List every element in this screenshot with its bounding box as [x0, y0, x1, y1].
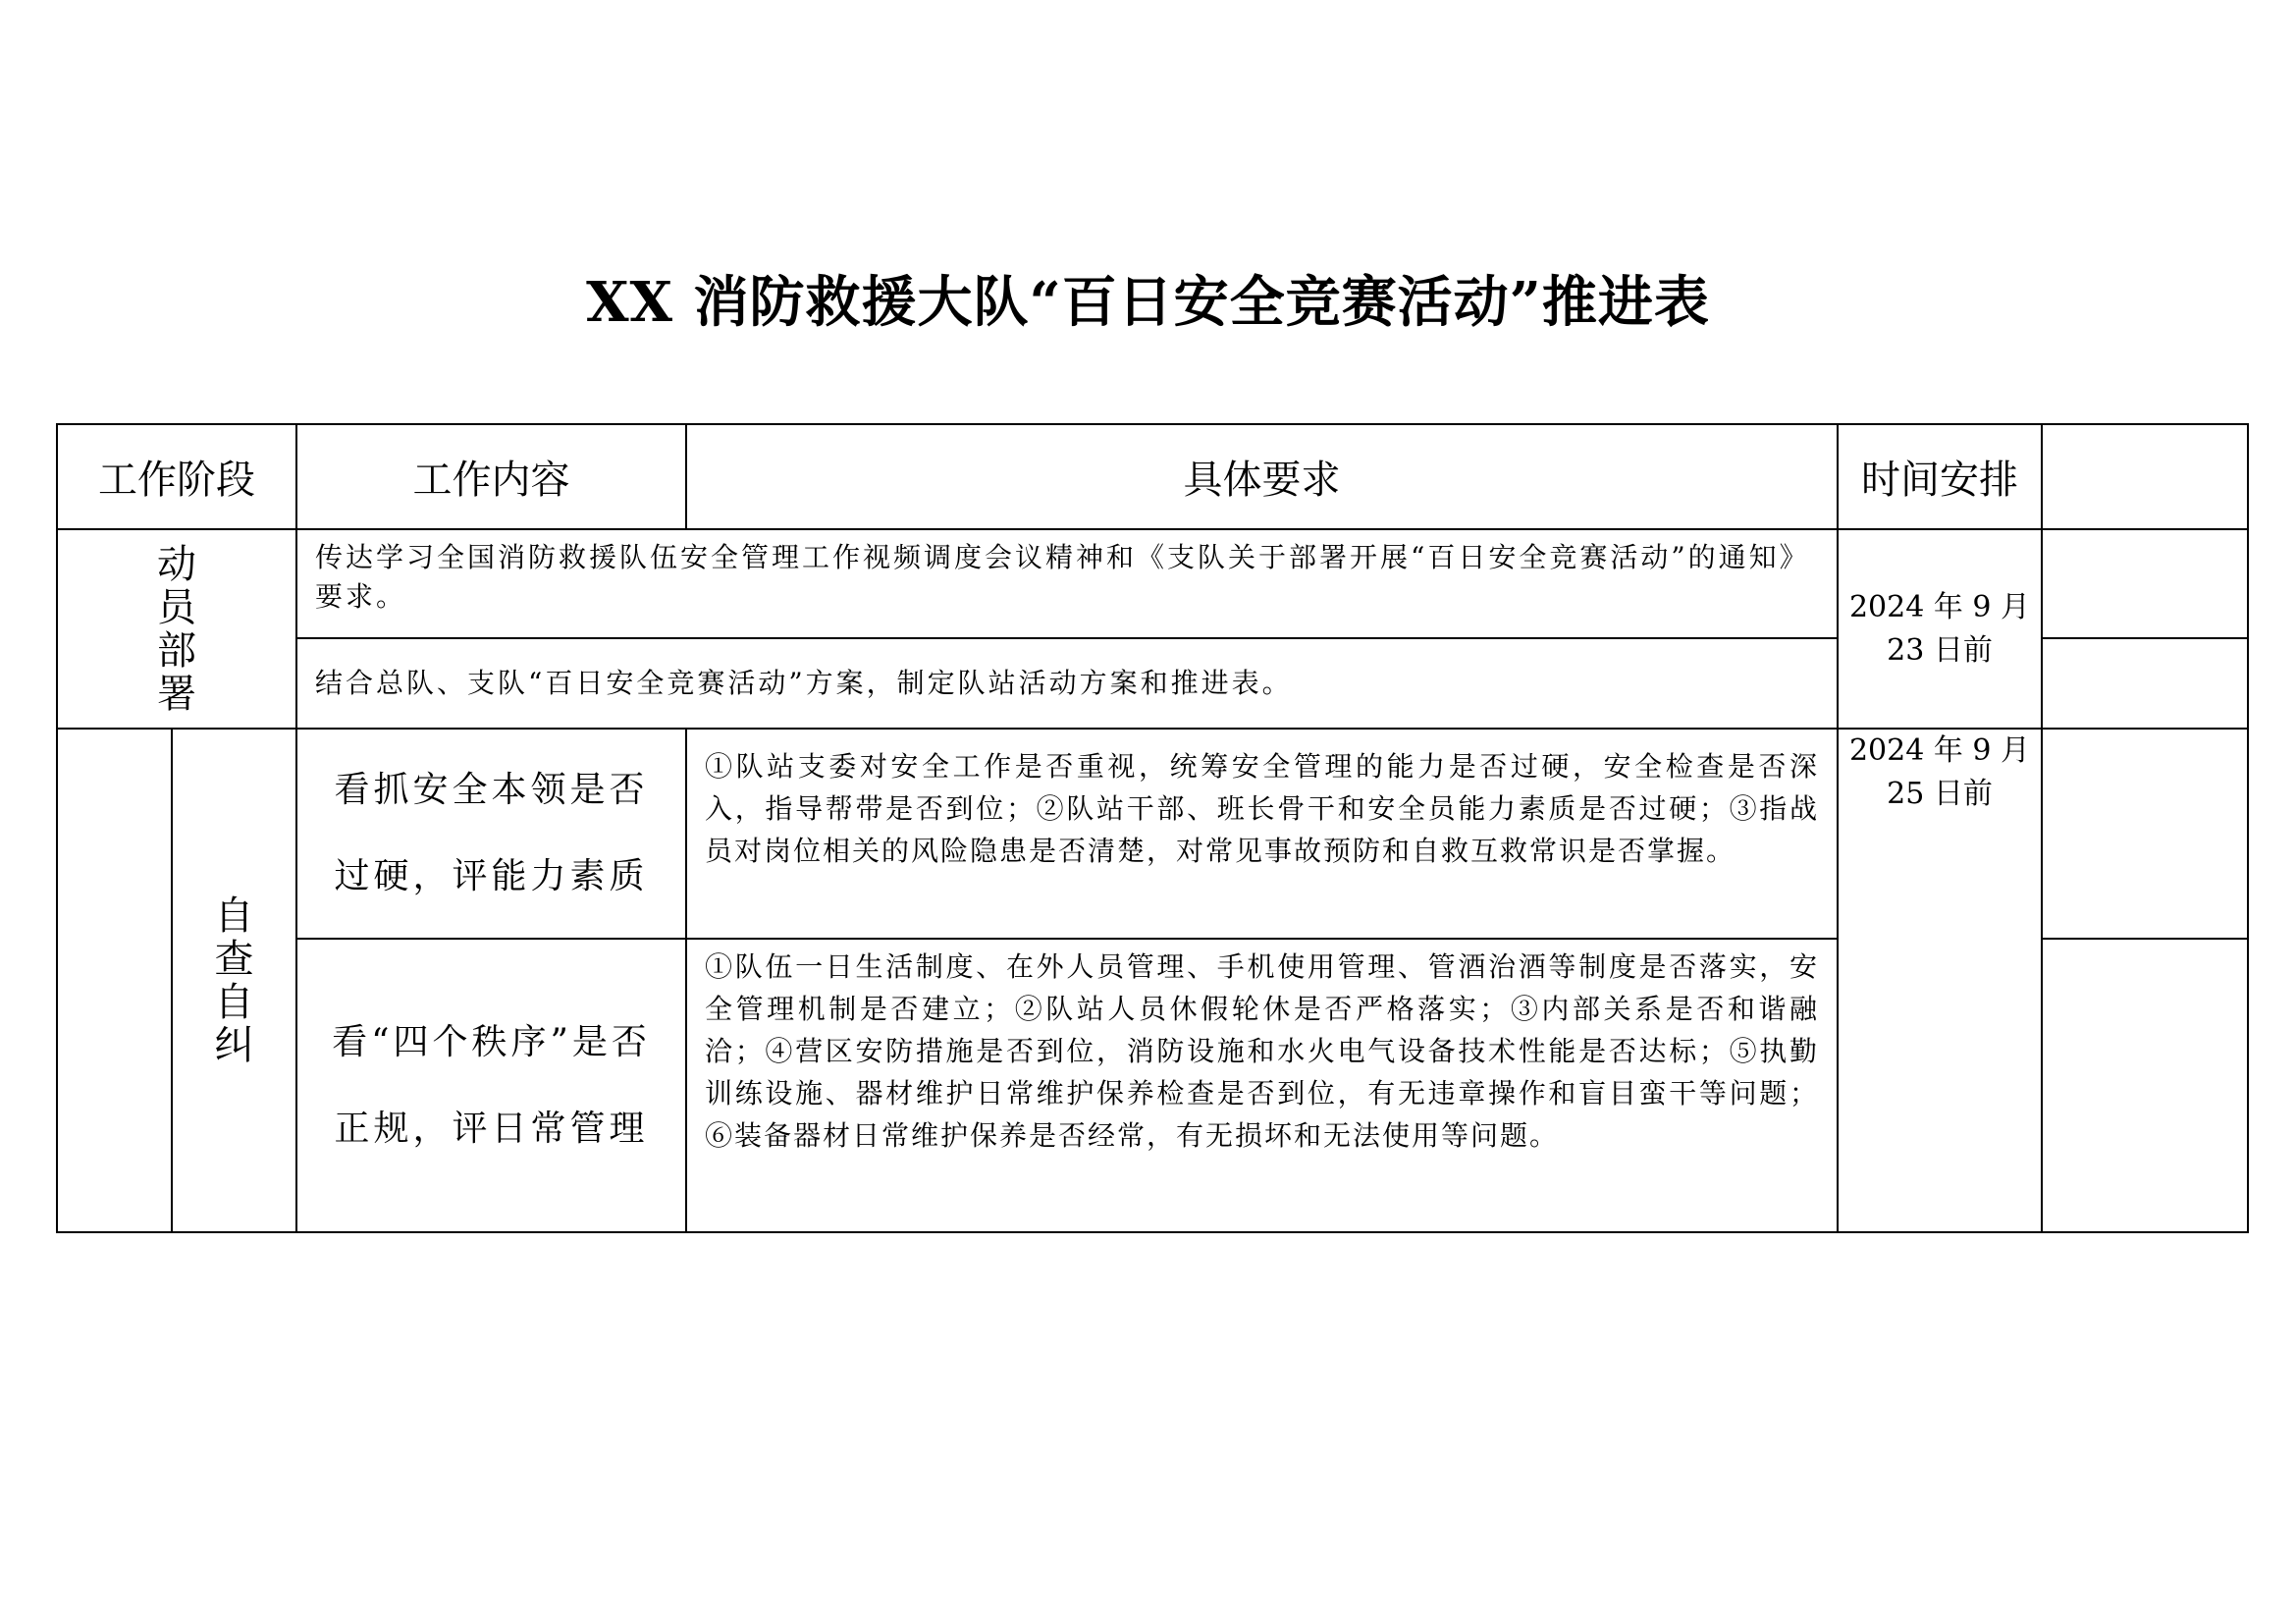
mobilization-schedule-line1: 2024 年 9 月	[1848, 589, 2031, 624]
table-row	[57, 529, 2248, 638]
self-check-requirement-1: ①队站支委对安全工作是否重视，统筹安全管理的能力是否过硬，安全检查是否深入，指导帮带是否到位；②队站干部、班长骨干和安全员能力素质是否过硬；③指战员对岗位相关的风险隐患是否清楚，对常见事故预防和自救互救常识是否掌握。	[686, 729, 1838, 939]
mobilization-schedule-line2: 23 日前	[1887, 632, 1993, 668]
stage-self-check	[172, 729, 296, 1232]
mobilization-requirement-2: 结合总队、支队“百日安全竞赛活动”方案，制定队站活动方案和推进表。	[296, 638, 1838, 729]
header-extra	[2042, 424, 2248, 529]
progress-table	[56, 423, 2249, 1233]
stage-mobilization	[57, 529, 296, 729]
extra-cell	[2042, 529, 2248, 638]
extra-cell	[2042, 638, 2248, 729]
header-schedule: 时间安排	[1838, 424, 2042, 529]
self-check-schedule-line2: 25 日前	[1887, 777, 1993, 811]
header-content: 工作内容	[296, 424, 686, 529]
document-title: XX 消防救援大队“百日安全竞赛活动”推进表	[586, 270, 1710, 335]
stage-self-check-label: 自查自纠	[214, 893, 254, 1068]
self-check-content-1: 看抓安全本领是否过硬，评能力素质	[296, 729, 686, 939]
self-check-schedule	[1838, 729, 2042, 1232]
extra-cell	[2042, 939, 2248, 1232]
self-check-requirement-2: ①队伍一日生活制度、在外人员管理、手机使用管理、管酒治酒等制度是否落实，安全管理机制是否建立；②队站人员休假轮休是否严格落实；③内部关系是否和谐融洽；④营区安防措施是否到位，消防设施和水火电气设备技术性能是否达标；⑤执勤训练设施、器材维护日常维护保养检查是否到位，有无违章操作和盲目蛮干等问题；⑥装备器材日常维护保养是否经常，有无损坏和无法使用等问题。	[686, 939, 1838, 1232]
self-check-schedule-line1: 2024 年 9 月	[1848, 733, 2031, 768]
stage-blank-cell	[57, 729, 172, 1232]
extra-cell	[2042, 729, 2248, 939]
mobilization-requirement-1: 传达学习全国消防救援队伍安全管理工作视频调度会议精神和《支队关于部署开展“百日安全竞赛活动”的通知》要求。	[296, 529, 1838, 638]
self-check-content-2: 看“四个秩序”是否正规，评日常管理	[296, 939, 686, 1232]
table-row	[57, 729, 2248, 939]
header-stage: 工作阶段	[57, 424, 296, 529]
header-requirement: 具体要求	[686, 424, 1838, 529]
mobilization-schedule	[1838, 529, 2042, 729]
stage-mobilization-label: 动员部署	[157, 541, 196, 717]
table-header-row	[57, 424, 2248, 529]
